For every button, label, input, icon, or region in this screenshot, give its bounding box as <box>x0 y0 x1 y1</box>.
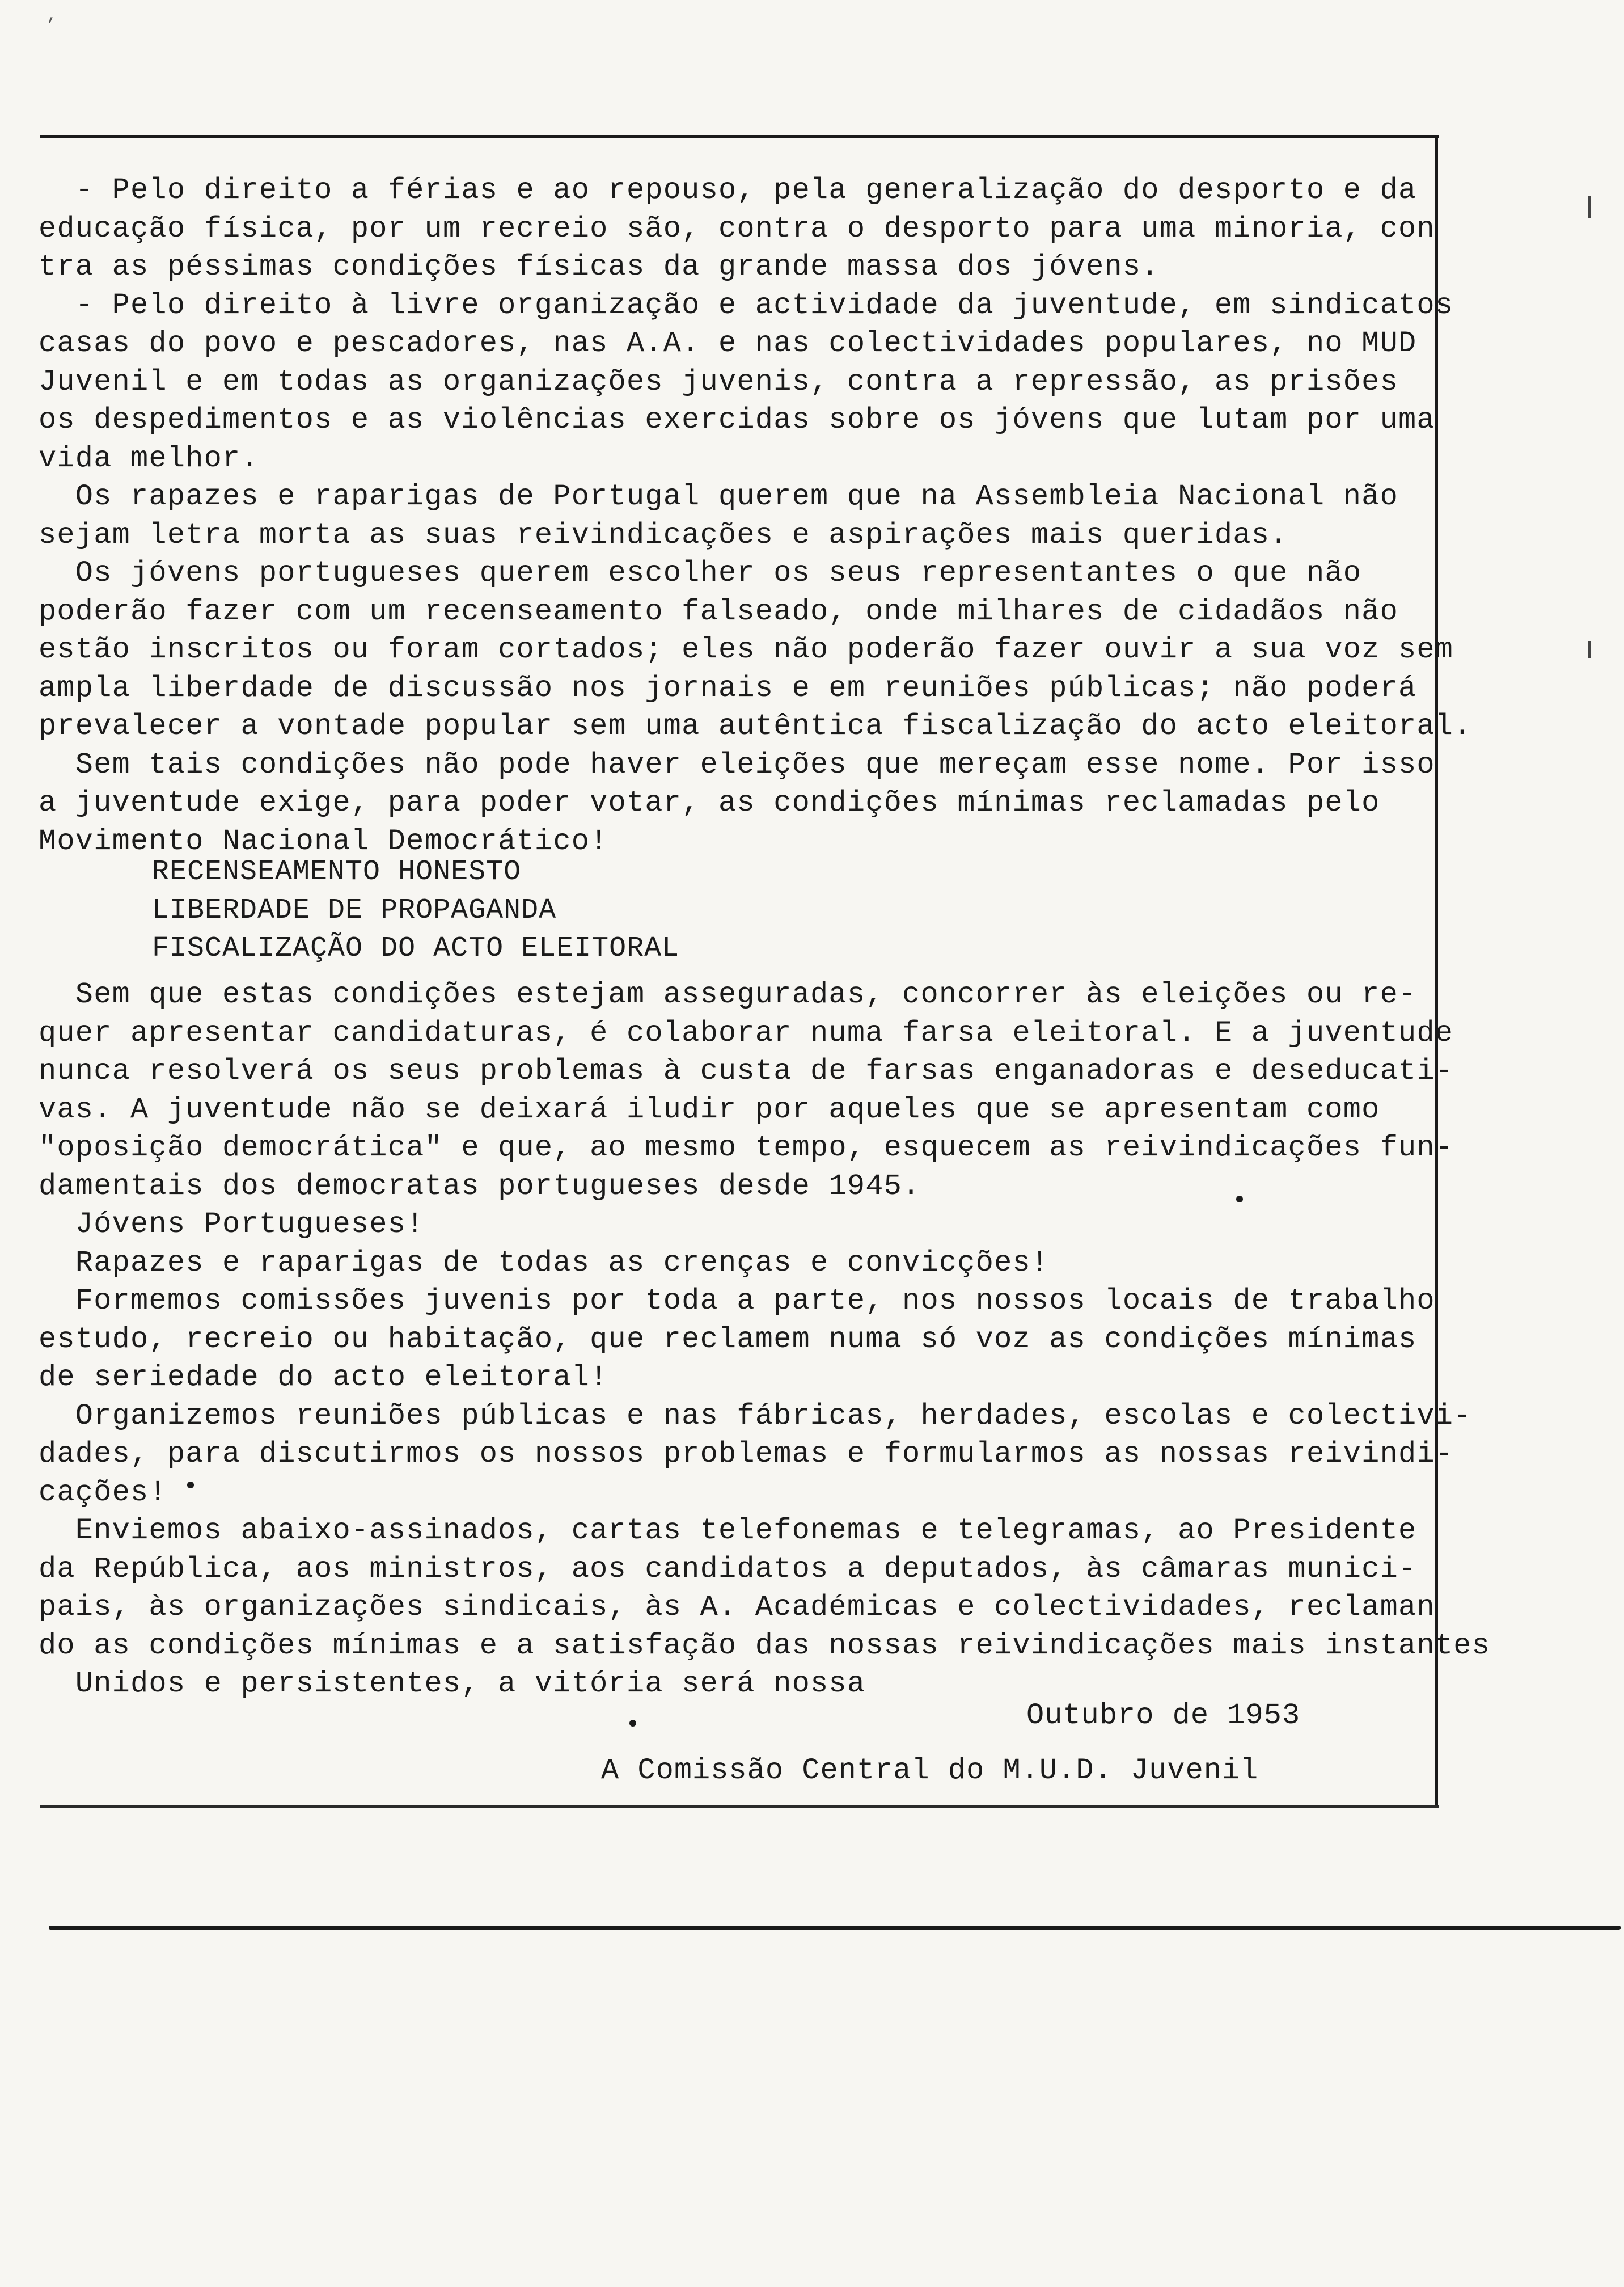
text-line: Formemos comissões juvenis por toda a parte, nos nossos locais de trabalho <box>39 1284 1435 1318</box>
text-line: vas. A juventude não se deixará iludir por aqueles que se apresentam como <box>39 1092 1380 1126</box>
demand-item: RECENSEAMENTO HONESTO <box>152 856 522 888</box>
text-line: damentais dos democratas portugueses desde 1945. <box>39 1169 921 1203</box>
text-line: estudo, recreio ou habitação, que reclamem numa só voz as condições mínimas <box>39 1322 1417 1356</box>
text-line: ampla liberdade de discussão nos jornais e em reuniões públicas; não poderá <box>39 671 1417 705</box>
ink-dot <box>629 1720 636 1727</box>
text-line: Jóvens Portugueses! <box>39 1208 425 1241</box>
text-line: pais, às organizações sindicais, às A. Académicas e colectividades, reclaman <box>39 1590 1435 1624</box>
body-text-part-2 <box>39 976 1491 1703</box>
text-line: nunca resolverá os seus problemas à custa de farsas enganadoras e deseducati- <box>39 1054 1454 1088</box>
text-line: - Pelo direito a férias e ao repouso, pela generalização do desporto e da <box>39 174 1417 207</box>
text-line: Unidos e persistentes, a vitória será nossa <box>39 1667 866 1701</box>
text-line: prevalecer a vontade popular sem uma autêntica fiscalização do acto eleitoral. <box>39 710 1472 743</box>
corner-mark: , <box>46 5 58 26</box>
ink-dot <box>187 1482 194 1488</box>
text-line: de seriedade do acto eleitoral! <box>39 1361 608 1394</box>
page-bottom-rule <box>49 1926 1621 1930</box>
frame-top-rule <box>40 135 1439 138</box>
text-line: - Pelo direito à livre organização e actividade da juventude, em sindicatos <box>39 288 1454 322</box>
demand-item: LIBERDADE DE PROPAGANDA <box>152 894 557 927</box>
demand-item: FISCALIZAÇÃO DO ACTO ELEITORAL <box>152 932 680 965</box>
margin-mark <box>1588 641 1591 658</box>
text-line: Organizemos reuniões públicas e nas fábricas, herdades, escolas e colectivi- <box>39 1399 1472 1433</box>
text-line: a juventude exige, para poder votar, as condições mínimas reclamadas pelo <box>39 786 1380 820</box>
text-line: Juvenil e em todas as organizações juvenis, contra a repressão, as prisões <box>39 365 1398 399</box>
text-line: Rapazes e raparigas de todas as crenças e convicções! <box>39 1246 1050 1280</box>
text-line: quer apresentar candidaturas, é colaborar numa farsa eleitoral. E a juventude <box>39 1016 1454 1050</box>
text-line: educação física, por um recreio são, contra o desporto para uma minoria, con <box>39 212 1435 246</box>
text-line: Os rapazes e raparigas de Portugal querem que na Assembleia Nacional não <box>39 480 1398 513</box>
body-text-part-1 <box>39 171 1472 860</box>
text-line: dades, para discutirmos os nossos problemas e formularmos as nossas reivindi- <box>39 1437 1454 1471</box>
text-line: cações! <box>39 1475 167 1509</box>
document-signature: A Comissão Central do M.U.D. Juvenil <box>601 1754 1259 1787</box>
demands-list <box>152 854 679 969</box>
document-date: Outubro de 1953 <box>1026 1699 1301 1732</box>
text-line: Movimento Nacional Democrático! <box>39 824 608 858</box>
text-line: estão inscritos ou foram cortados; eles não poderão fazer ouvir a sua voz sem <box>39 633 1454 666</box>
ink-dot <box>1236 1196 1243 1202</box>
text-line: vida melhor. <box>39 441 259 475</box>
text-line: sejam letra morta as suas reivindicações e aspirações mais queridas. <box>39 518 1288 552</box>
text-line: do as condições mínimas e a satisfação das nossas reivindicações mais instantes <box>39 1628 1491 1662</box>
text-line: os despedimentos e as violências exercidas sobre os jóvens que lutam por uma <box>39 403 1435 437</box>
text-line: Enviemos abaixo-assinados, cartas telefonemas e telegramas, ao Presidente <box>39 1514 1417 1547</box>
margin-mark <box>1588 196 1591 218</box>
text-line: "oposição democrática" e que, ao mesmo tempo, esquecem as reivindicações fun- <box>39 1131 1454 1164</box>
text-line: tra as péssimas condições físicas da grande massa dos jóvens. <box>39 250 1160 284</box>
text-line: Sem que estas condições estejam asseguradas, concorrer às eleições ou re- <box>39 978 1417 1011</box>
text-line: casas do povo e pescadores, nas A.A. e nas colectividades populares, no MUD <box>39 327 1417 360</box>
frame-bottom-rule <box>40 1805 1439 1808</box>
text-line: da República, aos ministros, aos candidatos a deputados, às câmaras munici- <box>39 1552 1417 1586</box>
text-line: poderão fazer com um recenseamento falseado, onde milhares de cidadãos não <box>39 594 1398 628</box>
text-line: Os jóvens portugueses querem escolher os seus representantes o que não <box>39 556 1362 590</box>
text-line: Sem tais condições não pode haver eleições que mereçam esse nome. Por isso <box>39 748 1435 782</box>
